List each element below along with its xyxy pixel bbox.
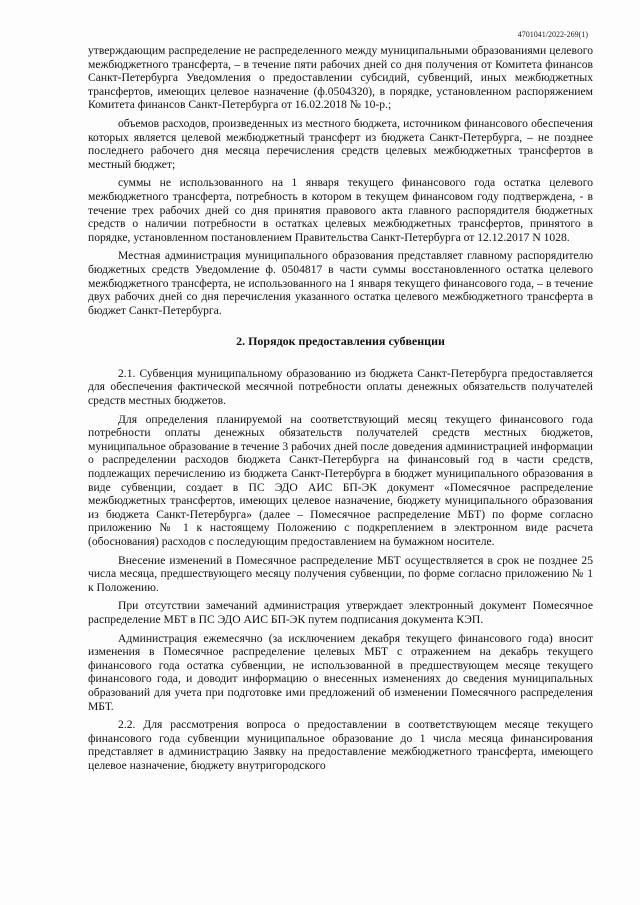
paragraph: утверждающим распределение не распределенного между муниципальными образованиями целевого межбюджетного трансферта, – в течение пяти рабочих дней со дня получения от Комитета финансов Санкт-Петербурга Уведомления о предоставлении субсидий, субвенций, иных межбюджетных трансфертов, имеющих целевое назначение (ф.0504320), в порядке, установленном распоряжением Комитета финансов Санкт-Петербурга от 16.02.2018 № 10-р.; [88,44,593,112]
document-body [88,44,593,778]
paragraph: объемов расходов, произведенных из местного бюджета, источником финансового обеспечения которых является целевой межбюджетный трансферт из бюджета Санкт-Петербурга, – не позднее последнего рабочего дня месяца перечисления средств целевых межбюджетных трансфертов в местный бюджет; [88,116,593,171]
paragraph: 2.2. Для рассмотрения вопроса о предоставлении в соответствующем месяце текущего финансового года субвенции муниципальное образование до 1 числа месяца финансирования представляет в администрацию Заявку на предоставление межбюджетного трансферта, имеющего целевое назначение, бюджету внутригородского [88,718,593,772]
paragraph: суммы не использованного на 1 января текущего финансового года остатка целевого межбюджетного трансферта, потребность в котором в текущем финансовом году подтверждена, - в течение трех рабочих дней со дня принятия правового акта главного распорядителя бюджетных средств о наличии потребности в остатках целевых межбюджетных трансфертов, принятого в порядке, установленном постановлением Правительства Санкт-Петербурга от 12.12.2017 N 1028. [88,176,593,244]
paragraph: Администрация ежемесячно (за исключением декабря текущего финансового года) вносит изменения в Помесячное распределение целевых МБТ с отражением на декабрь текущего финансового года остатка субвенции, не использованной в предшествующем месяце текущего финансового года, и доводит информацию о внесенных изменениях до сведения муниципальных образований для учета при подготовке ими предложений об изменении Помесячного распределения МБТ. [88,631,593,713]
section-title: 2. Порядок предоставления субвенции [236,334,445,349]
paragraph: Внесение изменений в Помесячное распределение МБТ осуществляется в срок не позднее 25 числа месяца, предшествующего месяцу получения субвенции, по форме согласно приложению № 1 к Положению. [88,553,593,594]
paragraph: При отсутствии замечаний администрация утверждает электронный документ Помесячное распределение МБТ в ПС ЭДО АИС БП-ЭК путем подписания документа КЭП. [88,599,593,626]
paragraph: Для определения планируемой на соответствующий месяц текущего финансового года потребности оплаты денежных обязательств получателей средств местных бюджетов, муниципальное образование в течение 3 рабочих дней после доведения администрацией информации о распределении расходов бюджета Санкт-Петербурга на финансовый год в части средств, подлежащих перечислению из бюджета Санкт-Петербурга в бюджет муниципального образования в виде субвенции, создает в ПС ЭДО АИС БП-ЭК документ «Помесячное распределение межбюджетных трансфертов, имеющих целевое назначение, бюджету муниципального образования из бюджета Санкт-Петербурга» (далее – Помесячное распределение МБТ) по форме согласно приложению № 1 к настоящему Положению с подкреплением в электронном виде расчета (обоснования) расходов с последующим предоставлением на бумажном носителе. [88,412,593,548]
document-number: 4701041/2022-269(1) [517,30,588,39]
paragraph: Местная администрация муниципального образования представляет главному распорядителю бюджетных средств Уведомление ф. 0504817 в части суммы восстановленного остатка целевого межбюджетного трансферта, не использованного на 1 января текущего финансового года, – в течение двух рабочих дней со дня перечисления указанного остатка целевого межбюджетного трансферта в бюджет Санкт-Петербурга. [88,249,593,317]
paragraph: 2.1. Субвенция муниципальному образованию из бюджета Санкт-Петербурга предоставляется для обеспечения фактической месячной потребности оплаты денежных обязательств получателей средств местных бюджетов. [88,366,593,408]
